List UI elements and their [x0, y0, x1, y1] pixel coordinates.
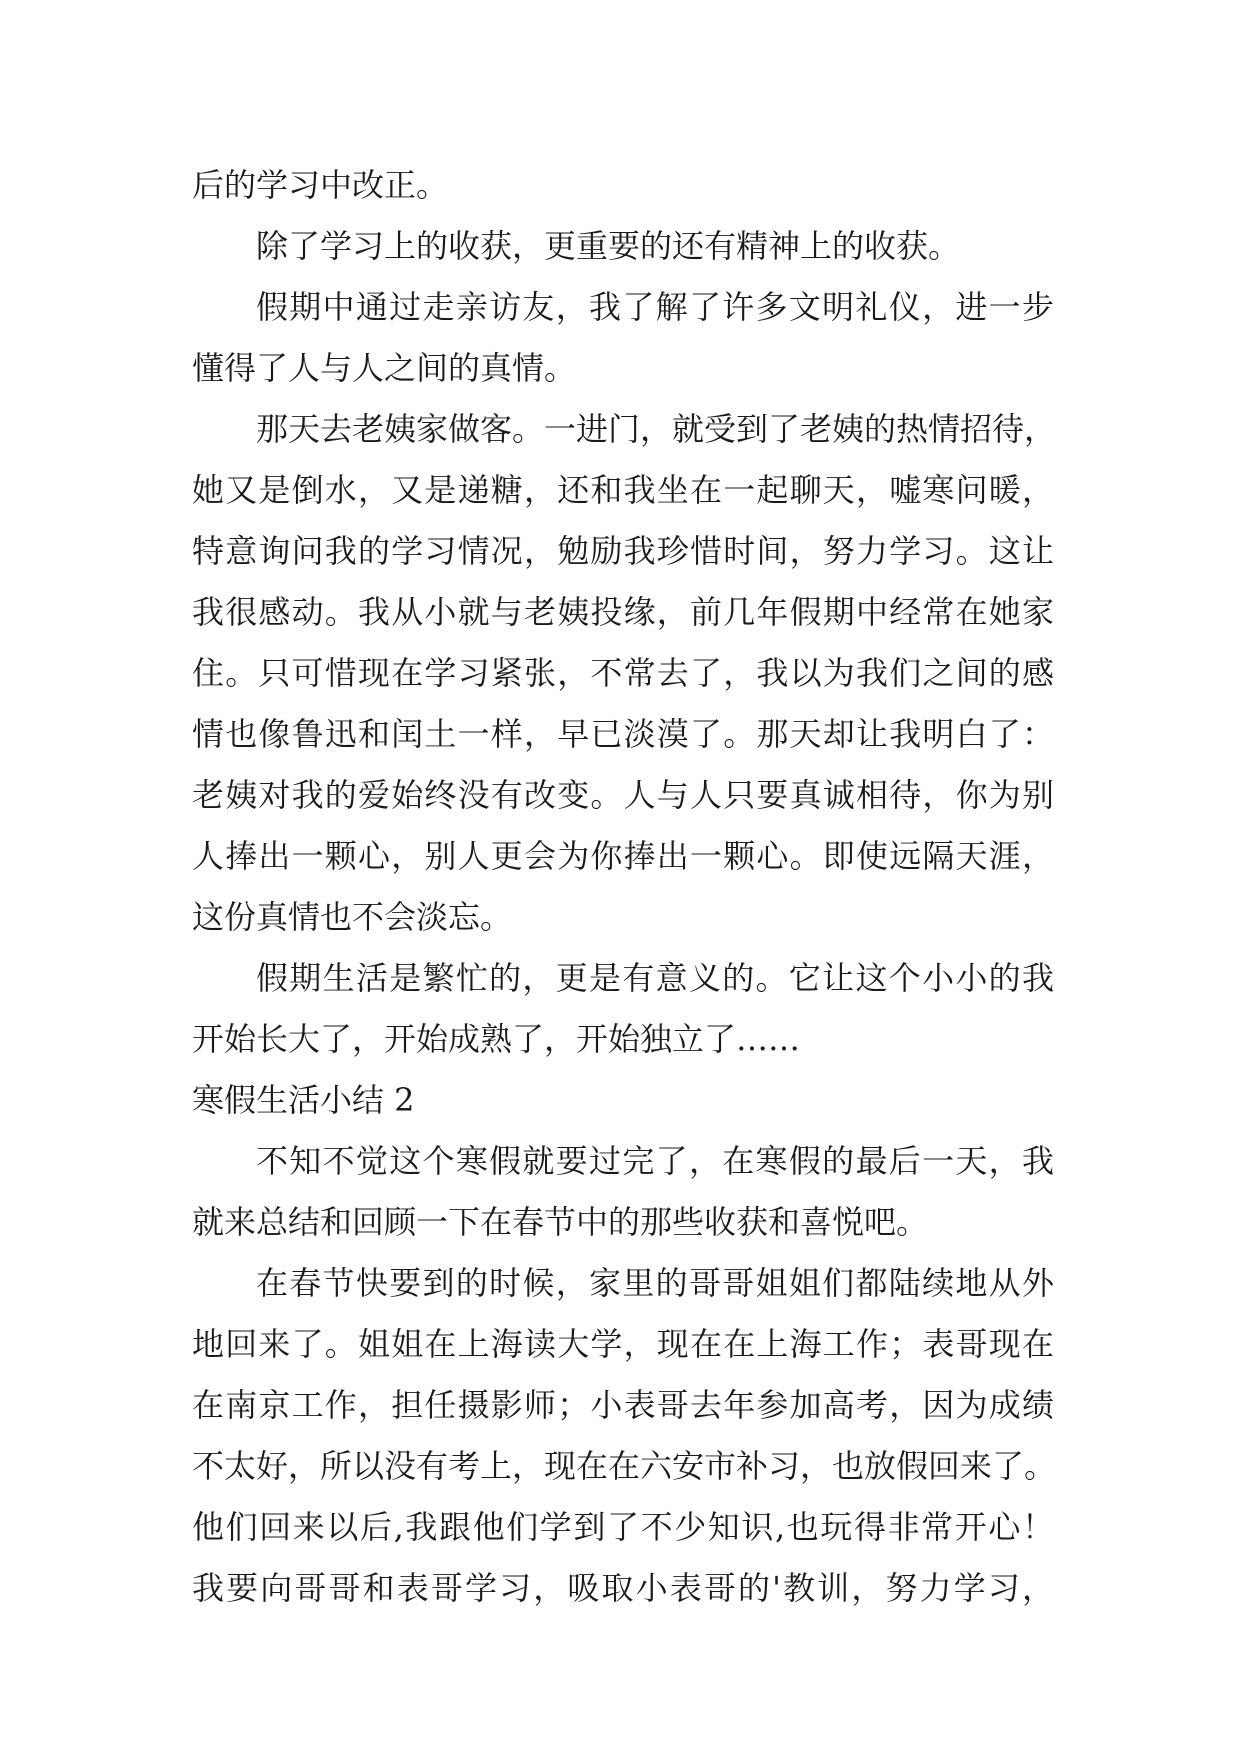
- text-line: 开始长大了，开始成熟了，开始独立了……: [192, 1020, 801, 1058]
- section-heading: 寒假生活小结 2: [192, 1081, 415, 1119]
- text-line: 假期生活是繁忙的，更是有意义的。它让这个小小的我: [256, 959, 1054, 997]
- text-line: 就来总结和回顾一下在春节中的那些收获和喜悦吧。: [192, 1203, 929, 1241]
- text-line: 后的学习中改正。: [192, 166, 449, 204]
- text-line: 在春节快要到的时候，家里的哥哥姐姐们都陆续地从外: [256, 1264, 1054, 1302]
- text-line: 假期中通过走亲访友，我了解了许多文明礼仪，进一步: [256, 288, 1054, 326]
- text-line: 情也像鲁迅和闰土一样，早已淡漠了。那天却让我明白了：: [192, 715, 1054, 753]
- text-line: 特意询问我的学习情况，勉励我珍惜时间，努力学习。这让: [192, 532, 1054, 570]
- text-line: 懂得了人与人之间的真情。: [192, 349, 577, 387]
- text-line: 我要向哥哥和表哥学习，吸取小表哥的'教训，努力学习，: [192, 1569, 1054, 1607]
- document-body: [192, 155, 1057, 1619]
- text-line: 老姨对我的爱始终没有改变。人与人只要真诚相待，你为别: [192, 776, 1054, 814]
- text-line: 她又是倒水，又是递糖，还和我坐在一起聊天，嘘寒问暖，: [192, 471, 1054, 509]
- text-line: 人捧出一颗心，别人更会为你捧出一颗心。即使远隔天涯，: [192, 837, 1054, 875]
- text-line: 这份真情也不会淡忘。: [192, 898, 513, 936]
- text-line: 地回来了。姐姐在上海读大学，现在在上海工作；表哥现在: [192, 1325, 1054, 1363]
- text-line: 不知不觉这个寒假就要过完了，在寒假的最后一天，我: [256, 1142, 1054, 1180]
- text-line: 住。只可惜现在学习紧张，不常去了，我以为我们之间的感: [192, 654, 1054, 692]
- text-line: 我很感动。我从小就与老姨投缘，前几年假期中经常在她家: [192, 593, 1054, 631]
- text-line: 除了学习上的收获，更重要的还有精神上的收获。: [256, 227, 961, 265]
- text-line: 他们回来以后,我跟他们学到了不少知识,也玩得非常开心！: [192, 1508, 1054, 1546]
- text-line: 在南京工作，担任摄影师；小表哥去年参加高考，因为成绩: [192, 1386, 1054, 1424]
- text-line: 那天去老姨家做客。一进门，就受到了老姨的热情招待，: [256, 410, 1057, 448]
- text-line: 不太好，所以没有考上，现在在六安市补习，也放假回来了。: [192, 1447, 1057, 1485]
